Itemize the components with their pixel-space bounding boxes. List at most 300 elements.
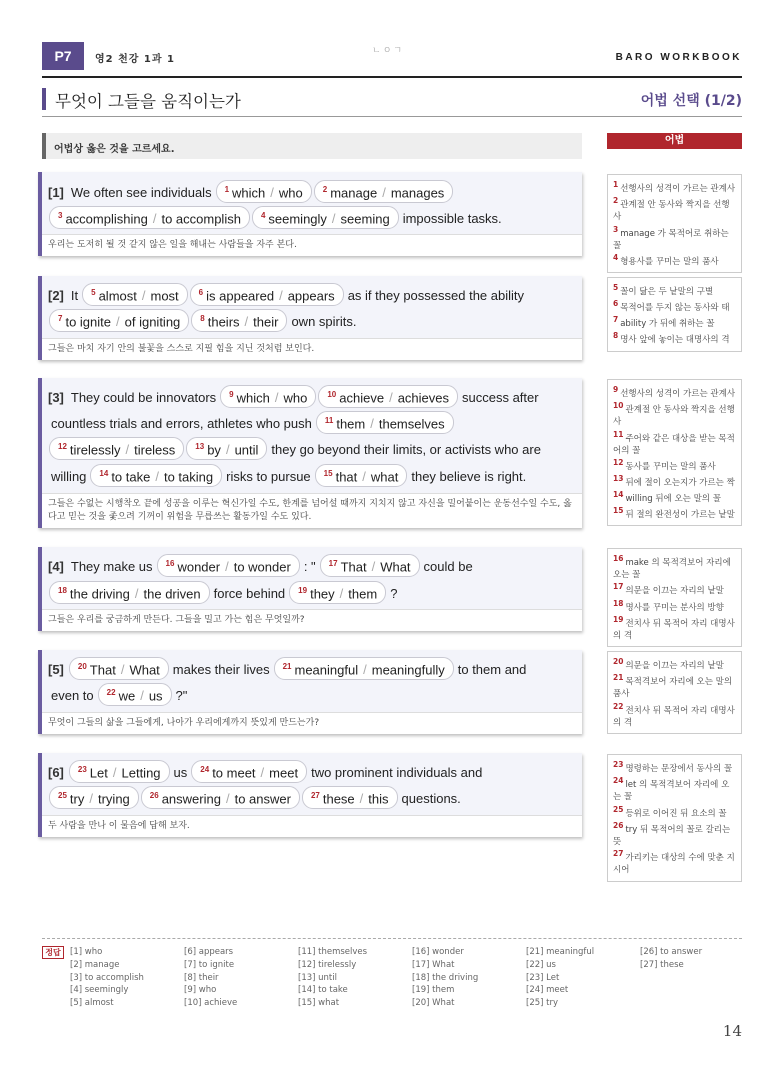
grammar-note-number: 15 (613, 506, 624, 516)
choice-option-a[interactable]: that (335, 469, 358, 485)
question-box-1 (38, 172, 582, 256)
choice-pill-27 (302, 786, 398, 809)
choice-option-b[interactable]: until (234, 442, 259, 458)
grammar-note-number: 11 (613, 429, 624, 439)
choice-option-b[interactable]: the driven (143, 586, 201, 602)
sentence-text: as if they possessed the ability (347, 288, 525, 304)
question-line (48, 206, 505, 229)
grammar-note-item (613, 473, 736, 489)
answer-item: [9] who (184, 985, 217, 996)
question-number: [3] (48, 390, 64, 406)
sentence-text: even to (51, 688, 94, 704)
choice-option-a[interactable]: them (336, 416, 366, 432)
choice-option-a[interactable]: to meet (212, 765, 256, 781)
grammar-note-text: 목적격보어 자리에 오는 말의 품사 (613, 676, 733, 700)
grammar-note-number: 12 (613, 457, 624, 467)
sentence-text: own spirits. (291, 314, 357, 330)
sentence-text: to them and (457, 662, 527, 678)
grammar-note-text: 동사를 꾸미는 말의 품사 (625, 461, 716, 472)
question-line (48, 786, 464, 809)
choice-option-a[interactable]: seemingly (268, 211, 327, 227)
choice-option-a[interactable]: these (322, 791, 355, 807)
choice-option-b[interactable]: themselves (378, 416, 445, 432)
grammar-note-text: manage 가 목적어로 취하는 꼴 (613, 228, 729, 251)
answer-item: [10] achieve (184, 998, 238, 1009)
choice-separator: / (270, 185, 274, 201)
sentence-text: could be (423, 559, 473, 575)
answers-column-6 (640, 946, 702, 972)
choice-pill-9 (220, 385, 316, 408)
choice-option-a[interactable]: try (69, 791, 85, 807)
choice-option-a[interactable]: theirs (207, 314, 240, 330)
choice-pill-25 (49, 786, 139, 809)
choice-option-b[interactable]: achieves (397, 390, 449, 406)
grammar-note-text: 꼴이 닮은 두 낱말의 구별 (620, 286, 714, 297)
sentence-text: They could be innovators (70, 390, 217, 406)
grammar-note-text: 주어와 같은 대상을 받는 목적어의 꼴 (613, 433, 735, 456)
grammar-note-number: 8 (613, 331, 619, 341)
title-divider (42, 116, 742, 117)
choice-pill-4 (252, 206, 399, 229)
choice-option-b[interactable]: trying (97, 791, 130, 807)
grammar-note-item (613, 330, 736, 346)
answer-item: [5] almost (70, 998, 114, 1009)
choice-option-a[interactable]: answering (161, 791, 221, 807)
question-line (48, 464, 529, 487)
grammar-note-text: 선행사의 성격이 가르는 관계사 (620, 388, 736, 399)
grammar-note-text: 의문을 이끄는 자리의 낱말 (625, 586, 724, 597)
question-line (48, 760, 485, 783)
choice-number: 3 (58, 211, 63, 220)
choice-option-a[interactable]: the driving (69, 586, 130, 602)
choice-option-b[interactable]: meaningfully (371, 662, 445, 678)
grammar-note-number: 18 (613, 598, 624, 608)
answer-item: [24] meet (526, 985, 569, 996)
question-line (48, 411, 455, 434)
answers-label: 정답 (42, 946, 64, 959)
choice-pill-19 (289, 581, 386, 604)
page-number: 14 (722, 1022, 742, 1040)
choice-separator: / (274, 390, 279, 406)
answers-divider (42, 938, 742, 939)
answer-item: [26] to answer (640, 947, 703, 957)
grammar-note-number: 3 (613, 224, 619, 234)
question-line (48, 309, 359, 332)
grammar-note-number: 19 (613, 614, 624, 624)
choice-option-a[interactable]: achieve (339, 390, 385, 406)
grammar-note-item (613, 614, 736, 642)
sentence-text: risks to pursue (226, 469, 311, 485)
sentence-text: ? (390, 586, 398, 602)
choice-pill-1 (216, 180, 312, 203)
choice-pill-22 (98, 683, 172, 706)
answer-item: [20] What (412, 998, 455, 1009)
choice-pill-20 (69, 657, 169, 680)
grammar-note-item (613, 505, 736, 521)
choice-option-b[interactable]: Letting (121, 765, 161, 781)
choice-pill-11 (316, 411, 454, 434)
choice-number: 27 (310, 791, 320, 800)
choice-pill-3 (49, 206, 250, 229)
answer-item: [27] these (640, 959, 684, 970)
grammar-note-number: 23 (613, 760, 624, 769)
header-divider (42, 76, 742, 78)
sentence-text: they believe is right. (411, 469, 527, 485)
grammar-note-number: 2 (613, 196, 619, 206)
question-number: [6] (48, 765, 64, 781)
grammar-note-text: 명사 앞에 놓이는 대명사의 격 (620, 335, 730, 346)
choice-option-a[interactable]: by (207, 442, 221, 458)
sentence-text: They make us (70, 559, 153, 575)
choice-number: 22 (106, 688, 116, 697)
answer-item: [21] meaningful (526, 947, 595, 957)
choice-pill-12 (49, 437, 184, 460)
choice-number: 18 (58, 586, 67, 595)
grammar-notes-2 (607, 277, 742, 352)
grammar-note-item (613, 384, 736, 400)
grammar-note-item (613, 701, 736, 729)
choice-option-b[interactable]: most (150, 288, 179, 304)
choice-number: 12 (58, 442, 67, 451)
choice-number: 24 (200, 765, 210, 774)
choice-option-b[interactable]: seeming (340, 211, 390, 227)
choice-separator: / (134, 586, 139, 602)
choice-option-b[interactable]: this (368, 791, 389, 807)
choice-option-a[interactable]: accomplishing (65, 211, 148, 227)
choice-option-a[interactable]: meaningful (294, 662, 359, 678)
grammar-note-text: 관계절 안 동사와 짝지을 선행사 (613, 199, 730, 223)
grammar-note-number: 16 (613, 554, 624, 563)
grammar-note-number: 26 (613, 820, 624, 830)
grammar-note-text: 관계절 안 동사와 짝지을 선행사 (613, 404, 735, 428)
sentence-text: success after (462, 390, 539, 406)
grammar-note-number: 22 (613, 701, 624, 711)
choice-option-b[interactable]: who (278, 185, 303, 201)
question-box-3 (38, 378, 582, 528)
choice-number: 1 (224, 185, 230, 194)
choice-separator: / (152, 211, 157, 227)
grammar-note-number: 7 (613, 315, 619, 325)
choice-option-b[interactable]: tireless (134, 442, 176, 458)
sentence-text: impossible tasks. (402, 211, 502, 227)
sentence-text: they go beyond their limits, or activists who are (271, 442, 541, 458)
choice-option-a[interactable]: tirelessly (69, 442, 121, 458)
choice-separator: / (225, 442, 230, 458)
choice-option-b[interactable]: to taking (163, 469, 214, 485)
korean-translation: 그들은 수없는 시행착오 끝에 성공을 이루는 혁신가일 수도, 한계를 넘어설 때까지 지치지 않고 자신을 밀어붙이는 운동선수일 수도, 옳다고 믿는 것을 좇으려 기꺼이 위험을 무릅쓰는 활동가일 수도 있다. (42, 493, 582, 528)
brand-label: BARO WORKBOOK (615, 52, 742, 63)
section-label: 어법 선택 (1/2) (640, 93, 742, 109)
question-line (48, 180, 454, 203)
lesson-label: 영2 천강 1과 1 (95, 54, 175, 65)
sentence-text: two prominent individuals and (311, 765, 483, 781)
choice-option-a[interactable]: to ignite (65, 314, 111, 330)
question-line (48, 657, 529, 680)
choice-pill-16 (157, 554, 300, 577)
grammar-note-item (613, 298, 736, 314)
grammar-notes-5 (607, 651, 742, 734)
grammar-note-number: 5 (613, 283, 619, 292)
grammar-note-text: make 의 목적격보어 자리에 오는 꼴 (613, 557, 731, 581)
sentence-text: us (173, 765, 188, 781)
choice-pill-14 (90, 464, 222, 487)
choice-option-a[interactable]: which (236, 390, 270, 406)
choice-number: 13 (195, 442, 205, 451)
grammar-note-text: try 뒤 목적어의 꼴로 갈리는 뜻 (613, 824, 731, 847)
choice-separator: / (225, 791, 230, 807)
question-box-6 (38, 753, 582, 837)
grammar-note-text: 뒤 절의 완전성이 가르는 낱말 (625, 510, 735, 521)
grammar-note-item (613, 581, 736, 597)
answer-item: [4] seemingly (70, 985, 129, 996)
choice-separator: / (116, 314, 120, 330)
choice-option-a[interactable]: almost (98, 288, 137, 304)
grammar-note-item (613, 195, 736, 223)
choice-option-a[interactable]: we (118, 688, 136, 704)
question-number: [5] (48, 662, 64, 678)
choice-number: 26 (149, 791, 159, 800)
choice-option-b[interactable]: to accomplish (161, 211, 241, 227)
sentence-text: questions. (401, 791, 461, 807)
choice-pill-7 (49, 309, 189, 332)
sentence-text: countless trials and errors, athletes who push (51, 416, 312, 432)
choice-separator: / (370, 416, 374, 432)
choice-option-b[interactable]: who (283, 390, 308, 406)
choice-option-a[interactable]: wonder (177, 559, 221, 575)
handwritten-scribble: ㄴㅇㄱ (372, 46, 405, 56)
answer-item: [12] tirelessly (298, 959, 357, 970)
title-accent-bar (42, 88, 46, 110)
grammar-note-item (613, 804, 736, 820)
choice-separator: / (339, 586, 344, 602)
choice-number: 7 (58, 314, 63, 323)
choice-option-a[interactable]: they (310, 586, 335, 602)
answer-item: [17] What (412, 959, 455, 970)
answer-item: [23] Let (526, 972, 560, 983)
answer-item: [11] themselves (298, 947, 368, 957)
choice-separator: / (331, 211, 336, 227)
grammar-note-text: 명령하는 문장에서 동사의 꼴 (625, 763, 733, 774)
answer-item: [1] who (70, 947, 103, 957)
grammar-note-item (613, 457, 736, 473)
sentence-text: We often see individuals (70, 185, 212, 201)
grammar-notes-1 (607, 174, 742, 273)
answers-column-1 (70, 946, 144, 1010)
choice-pill-2 (314, 180, 454, 203)
choice-pill-23 (69, 760, 170, 783)
question-line (48, 437, 544, 460)
grammar-note-number: 4 (613, 252, 619, 262)
grammar-note-number: 10 (613, 401, 624, 411)
grammar-notes-4 (607, 548, 742, 647)
choice-pill-24 (191, 760, 307, 783)
answer-item: [25] try (526, 998, 559, 1009)
choice-number: 25 (58, 791, 67, 800)
choice-number: 16 (165, 559, 175, 568)
choice-pill-17 (320, 554, 420, 577)
page-code-badge: P7 (42, 42, 84, 70)
choice-option-a[interactable]: Let (89, 765, 108, 781)
choice-option-b[interactable]: to wonder (233, 559, 291, 575)
choice-separator: / (371, 559, 376, 575)
question-number: [1] (48, 185, 64, 201)
answers-column-3 (298, 946, 367, 1010)
choice-separator: / (244, 314, 249, 330)
choice-option-b[interactable]: them (348, 586, 378, 602)
grammar-note-text: 명사를 꾸미는 분사의 방향 (625, 602, 724, 613)
choice-separator: / (362, 469, 366, 485)
sentence-text: ?" (175, 688, 188, 704)
choice-option-b[interactable]: What (380, 559, 411, 575)
choice-pill-26 (141, 786, 300, 809)
choice-pill-10 (318, 385, 458, 408)
choice-pill-15 (315, 464, 408, 487)
grammar-note-text: ability 가 뒤에 취하는 꼴 (620, 319, 715, 330)
question-box-4 (38, 547, 582, 631)
grammar-note-number: 21 (613, 673, 624, 683)
question-line (48, 385, 542, 408)
grammar-note-text: willing 뒤에 오는 말의 꼴 (625, 494, 721, 505)
choice-number: 4 (260, 211, 266, 220)
answer-item: [6] appears (184, 947, 234, 957)
choice-number: 19 (298, 586, 308, 595)
choice-option-a[interactable]: manage (330, 185, 378, 201)
choice-separator: / (279, 288, 283, 304)
choice-option-a[interactable]: That (340, 559, 367, 575)
choice-option-b[interactable]: What (129, 662, 160, 678)
grammar-note-number: 25 (613, 804, 624, 814)
question-line (48, 554, 476, 577)
choice-pill-6 (190, 283, 344, 306)
choice-option-a[interactable]: to take (111, 469, 151, 485)
grammar-note-item (613, 820, 736, 848)
answers-column-5 (526, 946, 594, 1010)
answer-item: [22] us (526, 959, 556, 970)
answer-item: [3] to accomplish (70, 972, 144, 983)
grammar-note-item (613, 179, 736, 195)
choice-option-a[interactable]: which (232, 185, 266, 201)
question-box-2 (38, 276, 582, 360)
choice-option-b[interactable]: what (370, 469, 399, 485)
choice-number: 14 (99, 469, 109, 478)
choice-pill-21 (274, 657, 454, 680)
page-title: 무엇이 그들을 움직이는가 (55, 92, 241, 111)
question-number: [2] (48, 288, 64, 304)
choice-pill-5 (82, 283, 188, 306)
grammar-note-item (613, 848, 736, 876)
choice-pill-18 (49, 581, 210, 604)
choice-separator: / (359, 791, 364, 807)
choice-number: 23 (77, 765, 87, 774)
answer-item: [8] their (184, 972, 219, 983)
answer-item: [13] until (298, 972, 337, 983)
choice-option-b[interactable]: us (148, 688, 163, 704)
choice-separator: / (141, 288, 146, 304)
grammar-note-number: 9 (613, 385, 619, 394)
grammar-heading: 어법 (607, 133, 742, 149)
grammar-note-text: 형용사를 꾸미는 말의 품사 (620, 256, 719, 267)
grammar-note-text: 전치사 뒤 목적어 자리 대명사의 격 (613, 705, 735, 728)
sentence-text: It (70, 288, 79, 304)
choice-separator: / (125, 442, 130, 458)
answer-item: [14] to take (298, 985, 348, 996)
answer-item: [15] what (298, 998, 340, 1009)
grammar-note-item (613, 775, 736, 803)
choice-separator: / (389, 390, 393, 406)
choice-separator: / (363, 662, 367, 678)
sentence-text: willing (51, 469, 87, 485)
choice-option-b[interactable]: appears (287, 288, 335, 304)
grammar-note-item (613, 282, 736, 298)
korean-translation: 그들은 우리를 궁금하게 만든다. 그들을 밀고 가는 힘은 무엇일까? (42, 609, 582, 631)
grammar-note-number: 14 (613, 490, 624, 500)
choice-separator: / (120, 662, 125, 678)
answer-item: [19] them (412, 985, 455, 996)
choice-number: 21 (282, 662, 292, 671)
choice-number: 15 (323, 469, 333, 478)
choice-number: 9 (229, 390, 234, 399)
grammar-note-text: 선행사의 성격이 가르는 관계사 (620, 183, 736, 194)
korean-translation: 무엇이 그들의 삶을 그들에게, 나아가 우리에게까지 뜻있게 만드는가? (42, 712, 582, 734)
grammar-note-number: 24 (613, 776, 624, 786)
answer-item: [2] manage (70, 959, 120, 970)
choice-separator: / (225, 559, 229, 575)
choice-option-b[interactable]: meet (269, 765, 299, 781)
grammar-note-item (613, 598, 736, 614)
choice-number: 6 (198, 288, 204, 297)
grammar-note-text: 의문을 이끄는 자리의 낱말 (625, 660, 724, 671)
choice-number: 2 (322, 185, 328, 194)
grammar-note-number: 6 (613, 299, 619, 309)
grammar-note-item (613, 314, 736, 330)
grammar-note-text: 등위로 이어진 뒤 요소의 꼴 (625, 808, 727, 819)
question-line (48, 683, 190, 706)
choice-option-a[interactable]: is appeared (206, 288, 275, 304)
choice-number: 17 (328, 559, 338, 568)
answers-column-4 (412, 946, 478, 1010)
grammar-notes-3 (607, 379, 742, 526)
question-line (48, 283, 527, 306)
choice-number: 8 (200, 314, 205, 323)
choice-pill-13 (186, 437, 267, 460)
grammar-note-text: 목적어를 두지 않는 동사와 태 (620, 302, 730, 313)
grammar-note-text: 뒤에 절이 오는지가 가르는 짝 (625, 477, 735, 488)
grammar-note-item (613, 672, 736, 700)
answers-column-2 (184, 946, 237, 1010)
choice-option-b[interactable]: to answer (234, 791, 291, 807)
answer-item: [16] wonder (412, 947, 464, 957)
grammar-note-item (613, 656, 736, 672)
grammar-note-number: 1 (613, 180, 619, 189)
choice-option-b[interactable]: of igniting (124, 314, 181, 330)
grammar-note-item (613, 553, 736, 581)
grammar-note-item (613, 429, 736, 457)
grammar-note-number: 20 (613, 657, 624, 666)
grammar-note-item (613, 400, 736, 428)
answer-item: [18] the driving (412, 972, 479, 983)
choice-option-b[interactable]: their (253, 314, 279, 330)
question-box-5 (38, 650, 582, 734)
grammar-note-text: 전치사 뒤 목적어 자리 대명사의 격 (613, 618, 735, 641)
choice-separator: / (89, 791, 93, 807)
grammar-note-item (613, 759, 736, 775)
choice-option-b[interactable]: manages (390, 185, 445, 201)
question-number: [4] (48, 559, 64, 575)
choice-number: 5 (91, 288, 96, 297)
choice-number: 20 (77, 662, 87, 671)
choice-separator: / (140, 688, 144, 704)
choice-option-a[interactable]: That (89, 662, 116, 678)
